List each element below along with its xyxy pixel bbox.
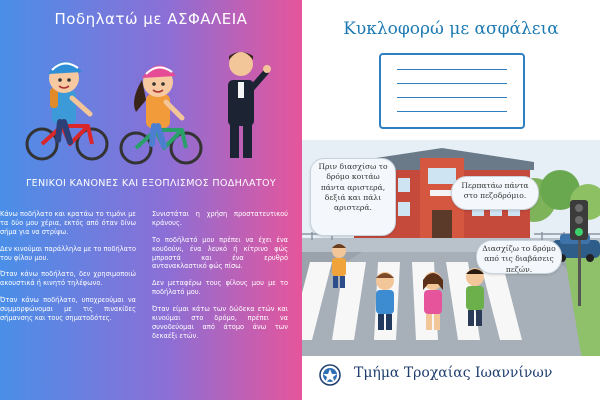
- frame-line: [397, 69, 507, 70]
- rule-item: Κάνω ποδήλατο και κρατάω το τιμόνι με τα δύο μου χέρια, εκτός από όταν δίνω σήμα για να στρίψω.: [0, 210, 136, 236]
- traffic-department-name: Τμήμα Τροχαίας Ιωαννίνων: [354, 365, 553, 381]
- frame-line: [397, 83, 507, 84]
- rule-item: Το ποδήλατό μου πρέπει να έχει ένα κουδούνι, ένα λευκό ή κίτρινο φώς μπροστά και ένα ερυθρό αντανακλαστικό φώς πίσω.: [152, 235, 288, 271]
- bicycle-safety-title: Ποδηλατώ με ΑΣΦΑΛΕΙΑ: [54, 10, 248, 28]
- rule-item: Όταν είμαι κάτω των δώδεκα ετών και κινούμαι στο δρόμο, πρέπει να συνοδεύομαι από άτομο άνω των δεκαέξι ετών.: [152, 305, 288, 340]
- traffic-safety-title: Κυκλοφορώ με ασφάλεια: [343, 19, 559, 39]
- frame-line: [397, 97, 507, 98]
- general-rules-heading: ΓΕΝΙΚΟΙ ΚΑΝΟΝΕΣ ΚΑΙ ΕΞΟΠΛΙΣΜΟΣ ΠΟΔΗΛΑΤΟΥ: [25, 178, 277, 189]
- police-emblem-icon: [319, 364, 341, 386]
- rule-item: Συνιστάται η χρήση προστατευτικού κράνους.: [152, 210, 288, 227]
- girl-cyclist-illustration: [121, 65, 201, 163]
- speech-bubble-look-both-ways: Πριν διασχίσω το δρόμο κοιτάω πάντα αριστερά, δεξιά και πάλι αριστερά.: [310, 158, 396, 236]
- rules-column-right: [152, 210, 288, 349]
- police-officer-illustration: [228, 52, 271, 158]
- rules-column-left: [0, 210, 136, 331]
- boy-cyclist-illustration: [27, 61, 107, 159]
- footer-bar: [302, 356, 600, 400]
- name-label-frame: [379, 53, 525, 129]
- rule-item: Δεν κινούμαι παράλληλα με το ποδήλατο του φίλου μου.: [0, 244, 136, 262]
- speech-bubble-crosswalk: Διασχίζω το δρόμο από τις διαβάσεις πεζών.: [476, 240, 562, 274]
- cyclists-and-officer-illustration: [0, 30, 302, 170]
- rule-item: Όταν κάνω ποδήλατο, υποχρεούμαι να συμμορφώνομαι με τις πινακίδες σήμανσης και τους σηματοδότες.: [0, 296, 136, 323]
- frame-line: [397, 111, 507, 112]
- rule-item: Όταν κάνω ποδήλατο, δεν χρησιμοποιώ ακουστικά ή κινητό τηλέφωνο.: [0, 270, 136, 288]
- speech-bubble-sidewalk: Περπατάω πάντα στο πεζοδρόμιο.: [451, 176, 539, 210]
- rule-item: Δεν μεταφέρω τους φίλους μου με το ποδήλατό μου.: [152, 279, 288, 297]
- traffic-safety-panel: [302, 0, 600, 400]
